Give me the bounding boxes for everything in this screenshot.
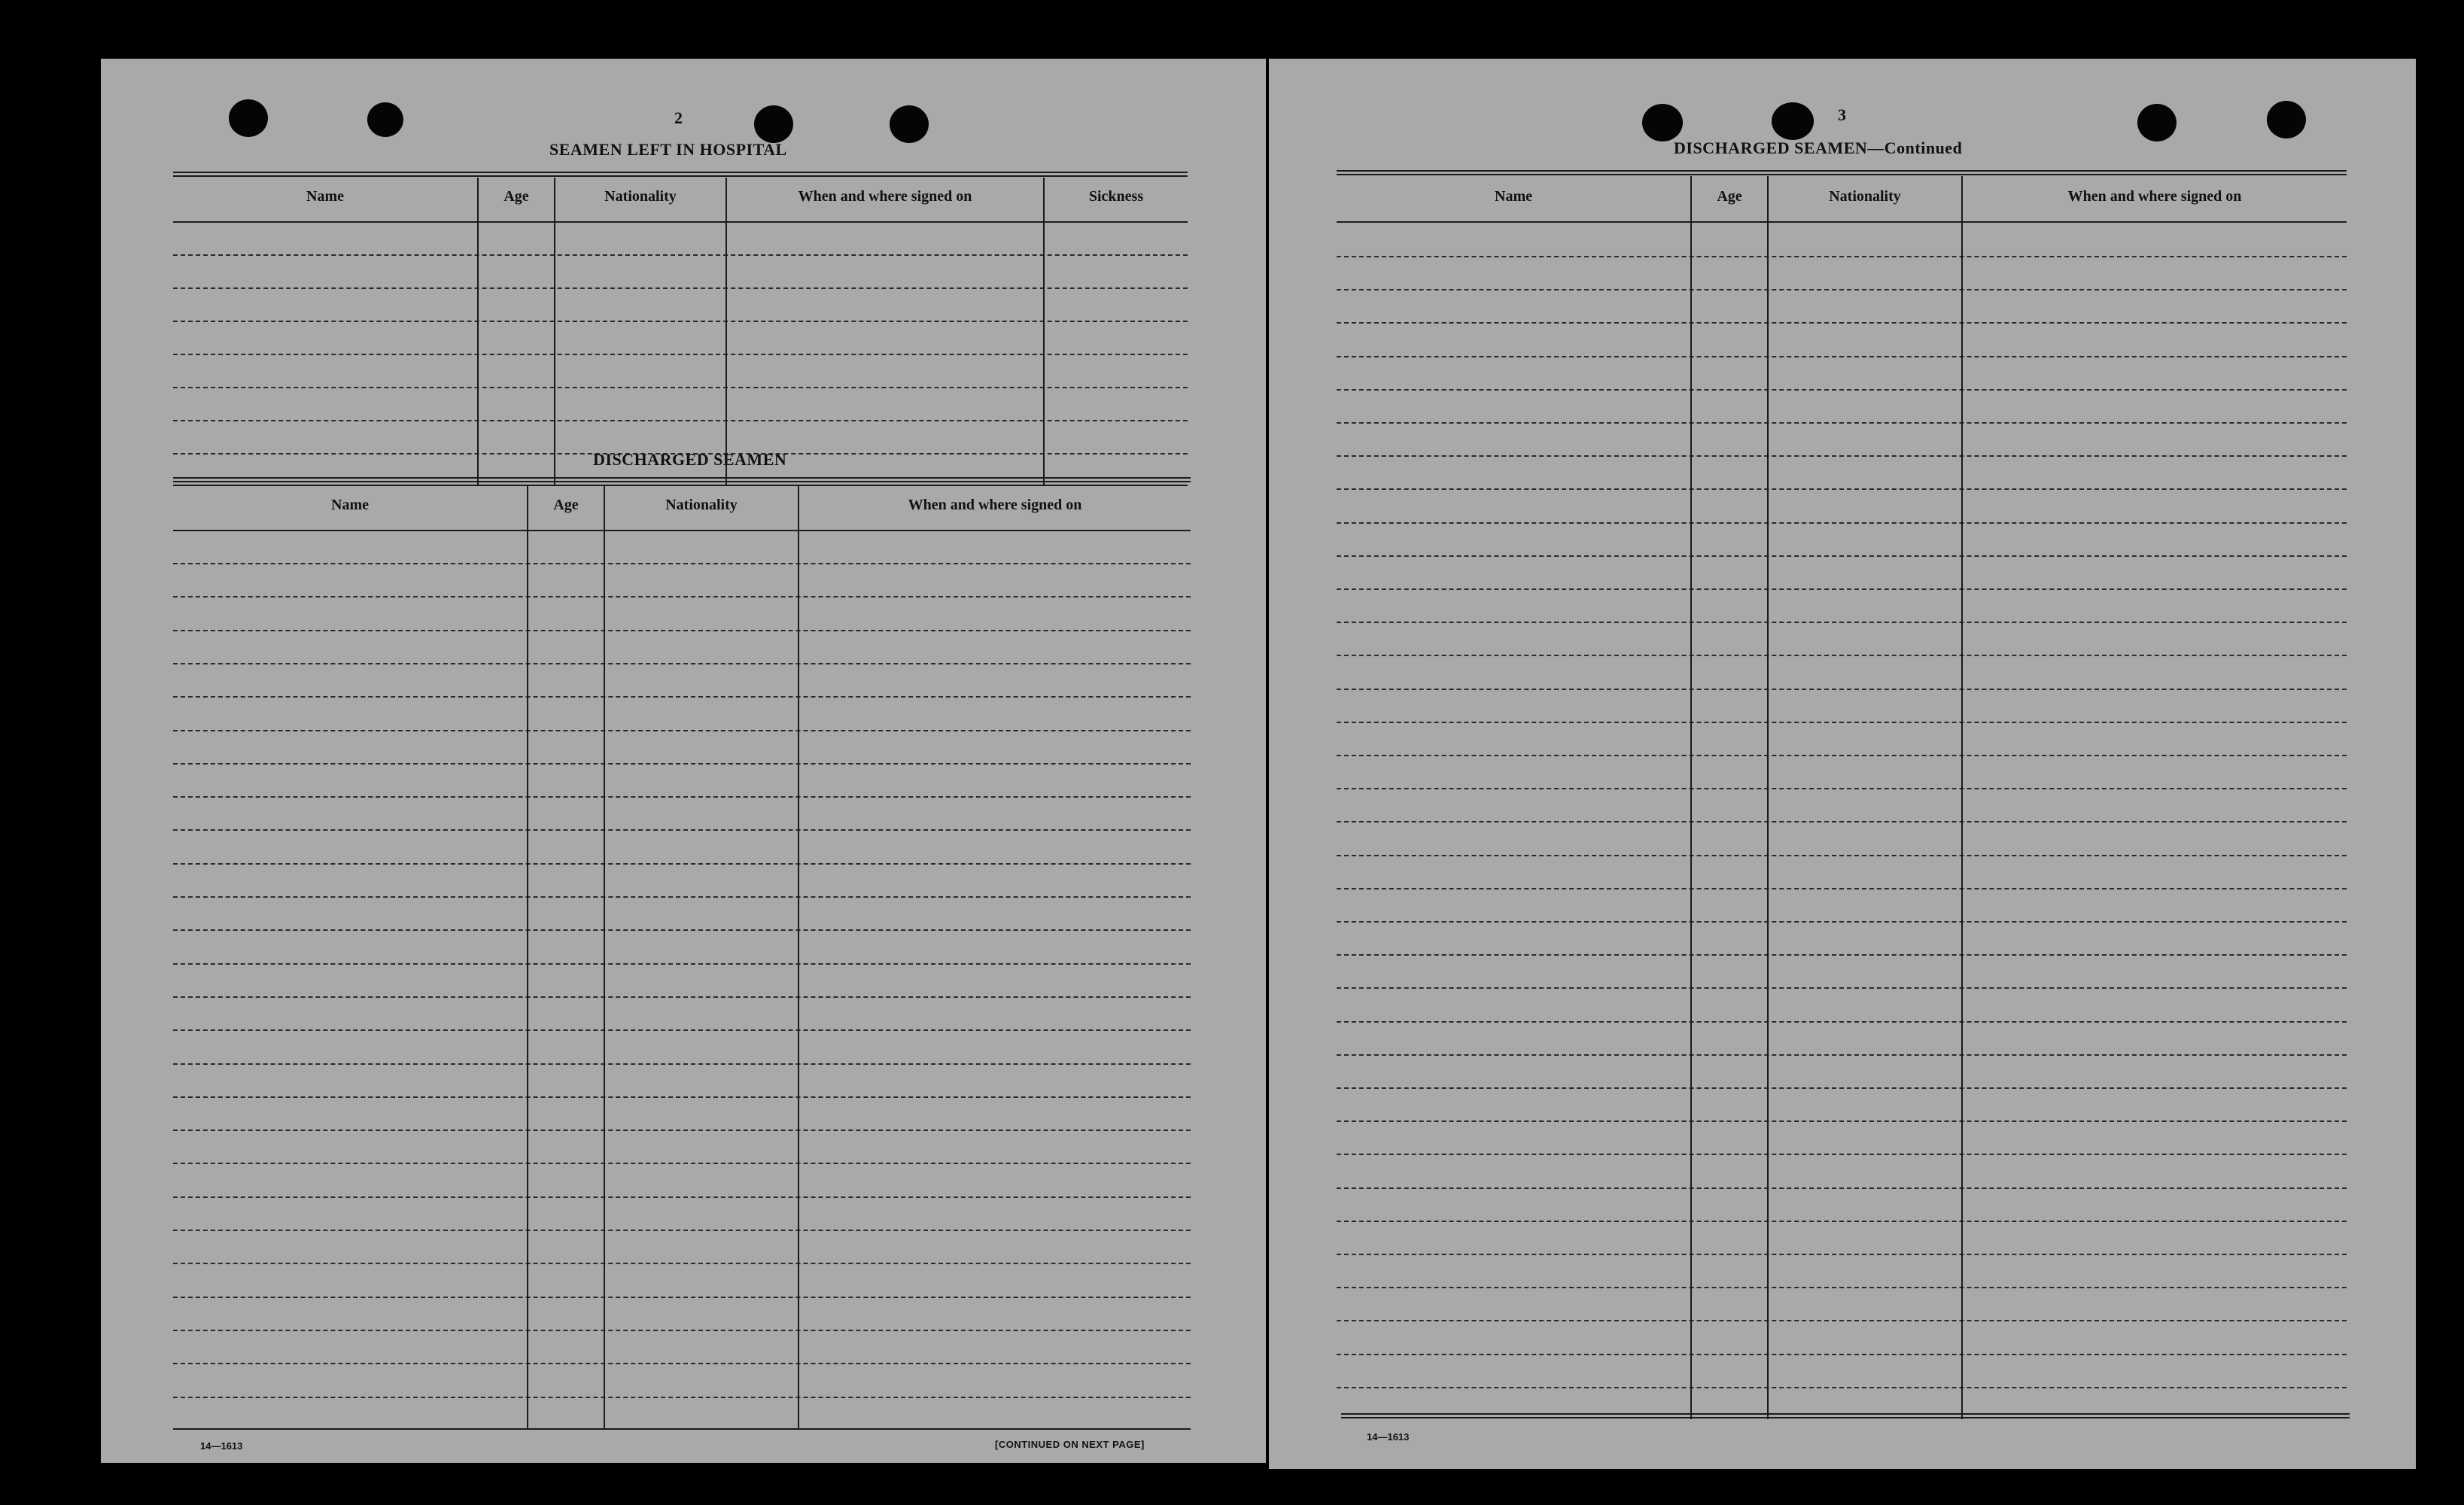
discharged-continued-title (1674, 138, 1962, 158)
ruled-line (1337, 821, 2347, 822)
column-header-name: Name (306, 188, 344, 205)
punch-hole (2267, 101, 2306, 138)
ruled-line (1337, 987, 2347, 989)
ruled-line (1337, 1221, 2347, 1222)
punch-hole (229, 99, 268, 137)
ruled-line (1337, 1354, 2347, 1355)
ruled-line (1337, 1154, 2347, 1155)
ruled-line (1337, 722, 2347, 723)
ruled-line (1337, 755, 2347, 756)
ruled-line (173, 1029, 1191, 1031)
ruled-line (173, 796, 1191, 798)
hospital-section-title: SEAMEN LEFT IN HOSPITAL (549, 140, 787, 159)
punch-hole (367, 102, 403, 137)
ruled-line (173, 829, 1191, 831)
ruled-line (173, 929, 1191, 931)
ruled-line (1337, 954, 2347, 956)
table-rule (1341, 1413, 2350, 1418)
ruled-line (1337, 1187, 2347, 1189)
ruled-line (173, 420, 1188, 421)
ruled-line (173, 1297, 1191, 1298)
column-divider (1767, 176, 1769, 1419)
ruled-line (1337, 1087, 2347, 1089)
ruled-line (173, 896, 1191, 898)
discharged-section-title: DISCHARGED SEAMEN (593, 450, 787, 469)
column-divider (604, 485, 605, 1430)
ruled-line (173, 354, 1188, 355)
column-header-age: Age (503, 188, 529, 205)
column-header-name: Name (1495, 188, 1532, 205)
column-divider (477, 178, 479, 485)
table-rule (173, 485, 1188, 486)
column-header-nationality: Nationality (1829, 188, 1901, 205)
page-number: 3 (1838, 105, 1846, 124)
ruled-line (1337, 256, 2347, 257)
ruled-line (1337, 1021, 2347, 1023)
table-rule (173, 172, 1188, 177)
ruled-line (1337, 322, 2347, 324)
ruled-line (173, 696, 1191, 698)
table-rule (1337, 170, 2347, 175)
ruled-line (1337, 788, 2347, 789)
ruled-line (173, 1263, 1191, 1264)
punch-hole (2137, 104, 2177, 141)
column-divider (798, 485, 799, 1430)
ruled-line (173, 863, 1191, 865)
ruled-line (173, 563, 1191, 564)
ruled-line (173, 630, 1191, 631)
ruled-line (1337, 888, 2347, 889)
ruled-line (1337, 689, 2347, 690)
ruled-line (1337, 1320, 2347, 1321)
column-header-sickness: Sickness (1088, 188, 1144, 205)
column-header-age: Age (1717, 188, 1742, 205)
section-title-text: DISCHARGED SEAMEN (1674, 138, 1868, 157)
column-header-signed-on: When and where signed on (798, 188, 972, 205)
ruled-line (173, 387, 1188, 388)
column-header-name: Name (331, 497, 369, 513)
punch-hole (754, 105, 793, 143)
left-page (101, 59, 1266, 1463)
punch-hole (1642, 104, 1683, 141)
ruled-line (173, 1196, 1191, 1198)
table-rule (173, 477, 1191, 482)
column-header-signed-on: When and where signed on (2067, 188, 2242, 205)
ruled-line (1337, 655, 2347, 656)
ruled-line (173, 763, 1191, 765)
column-divider (1690, 176, 1692, 1419)
table-rule (173, 530, 1191, 531)
ruled-line (1337, 1120, 2347, 1122)
ruled-line (1337, 622, 2347, 623)
column-divider (726, 178, 727, 485)
table-rule (173, 221, 1188, 223)
form-number: 14—1613 (1367, 1431, 1410, 1443)
ruled-line (173, 1163, 1191, 1164)
ruled-line (1337, 1254, 2347, 1255)
ruled-line (1337, 855, 2347, 856)
ruled-line (173, 1130, 1191, 1131)
section-title-suffix: —Continued (1867, 138, 1963, 157)
ruled-line (1337, 1287, 2347, 1288)
continued-note: [CONTINUED ON NEXT PAGE] (995, 1439, 1145, 1450)
ruled-line (1337, 455, 2347, 457)
ruled-line (1337, 389, 2347, 391)
ruled-line (1337, 588, 2347, 590)
ruled-line (1337, 488, 2347, 490)
ruled-line (1337, 555, 2347, 557)
ruled-line (173, 730, 1191, 731)
column-divider (554, 178, 555, 485)
page-number: 2 (674, 108, 683, 127)
ruled-line (173, 596, 1191, 597)
column-header-signed-on: When and where signed on (908, 497, 1082, 513)
column-divider (1961, 176, 1963, 1419)
ruled-line (1337, 356, 2347, 357)
ruled-line (1337, 522, 2347, 524)
ruled-line (1337, 1387, 2347, 1388)
ruled-line (173, 321, 1188, 322)
ruled-line (173, 1397, 1191, 1398)
ruled-line (173, 996, 1191, 998)
ruled-line (173, 1096, 1191, 1098)
right-page (1269, 59, 2416, 1469)
ruled-line (173, 963, 1191, 965)
form-number: 14—1613 (200, 1440, 243, 1452)
ruled-line (173, 1363, 1191, 1364)
ruled-line (1337, 422, 2347, 424)
column-header-age: Age (553, 497, 579, 513)
table-rule (173, 1428, 1191, 1430)
ruled-line (173, 1330, 1191, 1331)
ruled-line (173, 1063, 1191, 1065)
column-header-nationality: Nationality (665, 497, 738, 513)
column-divider (1043, 178, 1045, 485)
ruled-line (1337, 289, 2347, 290)
ruled-line (173, 287, 1188, 289)
column-header-nationality: Nationality (604, 188, 677, 205)
ruled-line (1337, 921, 2347, 923)
ruled-line (173, 1230, 1191, 1231)
ruled-line (1337, 1054, 2347, 1056)
punch-hole (890, 105, 929, 143)
table-rule (1337, 221, 2347, 223)
column-divider (527, 485, 528, 1430)
ruled-line (173, 663, 1191, 664)
punch-hole (1772, 102, 1814, 140)
ruled-line (173, 254, 1188, 256)
